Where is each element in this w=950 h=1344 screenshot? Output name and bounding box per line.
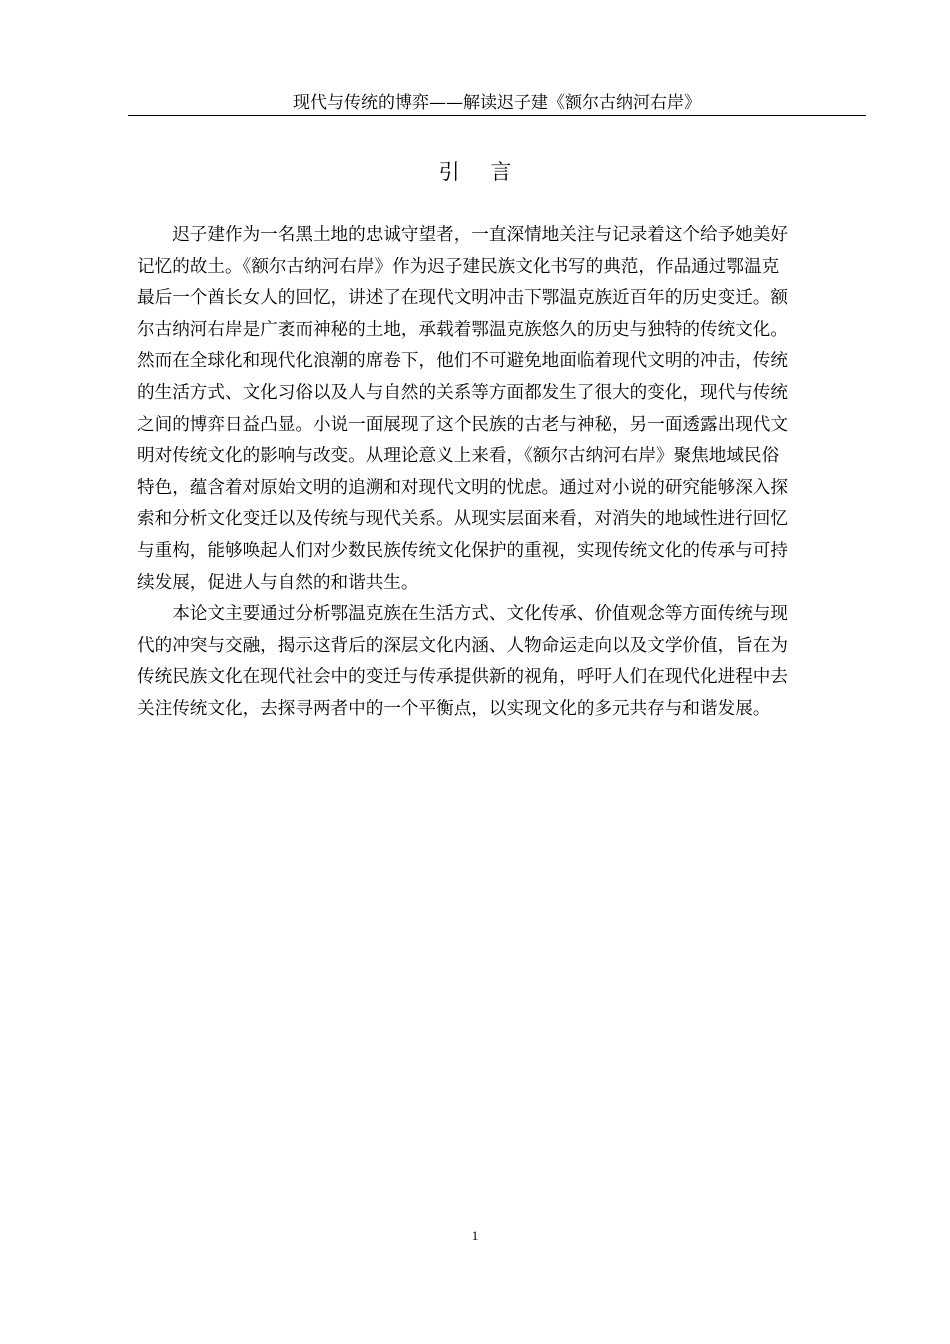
- paragraph-1-line: 迟子建作为一名黑土地的忠诚守望者，一直深情地关注与记录着这个给予她美好: [137, 225, 788, 245]
- paragraph-1-line: 与重构，能够唤起人们对少数民族传统文化保护的重视，实现传统文化的传承与可持: [137, 540, 788, 561]
- body-text: [137, 220, 861, 726]
- paragraph-1-line: 的生活方式、文化习俗以及人与自然的关系等方面都发生了很大的变化，现代与传统: [137, 382, 788, 403]
- paragraph-1-line: 记忆的故土。《额尔古纳河右岸》作为迟子建民族文化书写的典范，作品通过鄂温克: [137, 256, 780, 277]
- paragraph-1-line: 最后一个酋长女人的回忆，讲述了在现代文明冲击下鄂温克族近百年的历史变迁。额: [137, 288, 788, 309]
- paragraph-1-line: 特色，蕴含着对原始文明的追溯和对现代文明的忧虑。通过对小说的研究能够深入探: [137, 477, 788, 498]
- paragraph-1: [137, 220, 861, 599]
- paragraph-1-line: 尔古纳河右岸是广袤而神秘的土地，承载着鄂温克族悠久的历史与独特的传统文化。: [137, 319, 788, 340]
- paragraph-1-line: 之间的博弈日益凸显。小说一面展现了这个民族的古老与神秘，另一面透露出现代文: [137, 414, 788, 435]
- header-divider: [128, 115, 866, 116]
- paragraph-2-line: 本论文主要通过分析鄂温克族在生活方式、文化传承、价值观念等方面传统与现: [137, 604, 788, 625]
- paragraph-1-line: 然而在全球化和现代化浪潮的席卷下，他们不可避免地面临着现代文明的冲击，传统: [137, 351, 788, 372]
- paragraph-1-line: 明对传统文化的影响与改变。从理论意义上来看，《额尔古纳河右岸》聚焦地域民俗: [137, 446, 780, 467]
- paragraph-2: [137, 599, 861, 725]
- paragraph-2-line: 传统民族文化在现代社会中的变迁与传承提供新的视角，呼吁人们在现代化进程中去: [137, 667, 788, 688]
- paragraph-2-line: 关注传统文化，去探寻两者中的一个平衡点，以实现文化的多元共存与和谐发展。: [137, 698, 771, 719]
- section-title: 引 言: [438, 160, 524, 184]
- paragraph-2-line: 代的冲突与交融，揭示这背后的深层文化内涵、人物命运走向以及文学价值，旨在为: [137, 635, 788, 656]
- page-number: 1: [471, 1228, 479, 1243]
- running-header: 现代与传统的博弈——解读迟子建《额尔古纳河右岸》: [293, 93, 701, 113]
- paragraph-1-line: 索和分析文化变迁以及传统与现代关系。从现实层面来看，对消失的地域性进行回忆: [137, 509, 788, 530]
- paragraph-1-line: 续发展，促进人与自然的和谐共生。: [137, 572, 419, 593]
